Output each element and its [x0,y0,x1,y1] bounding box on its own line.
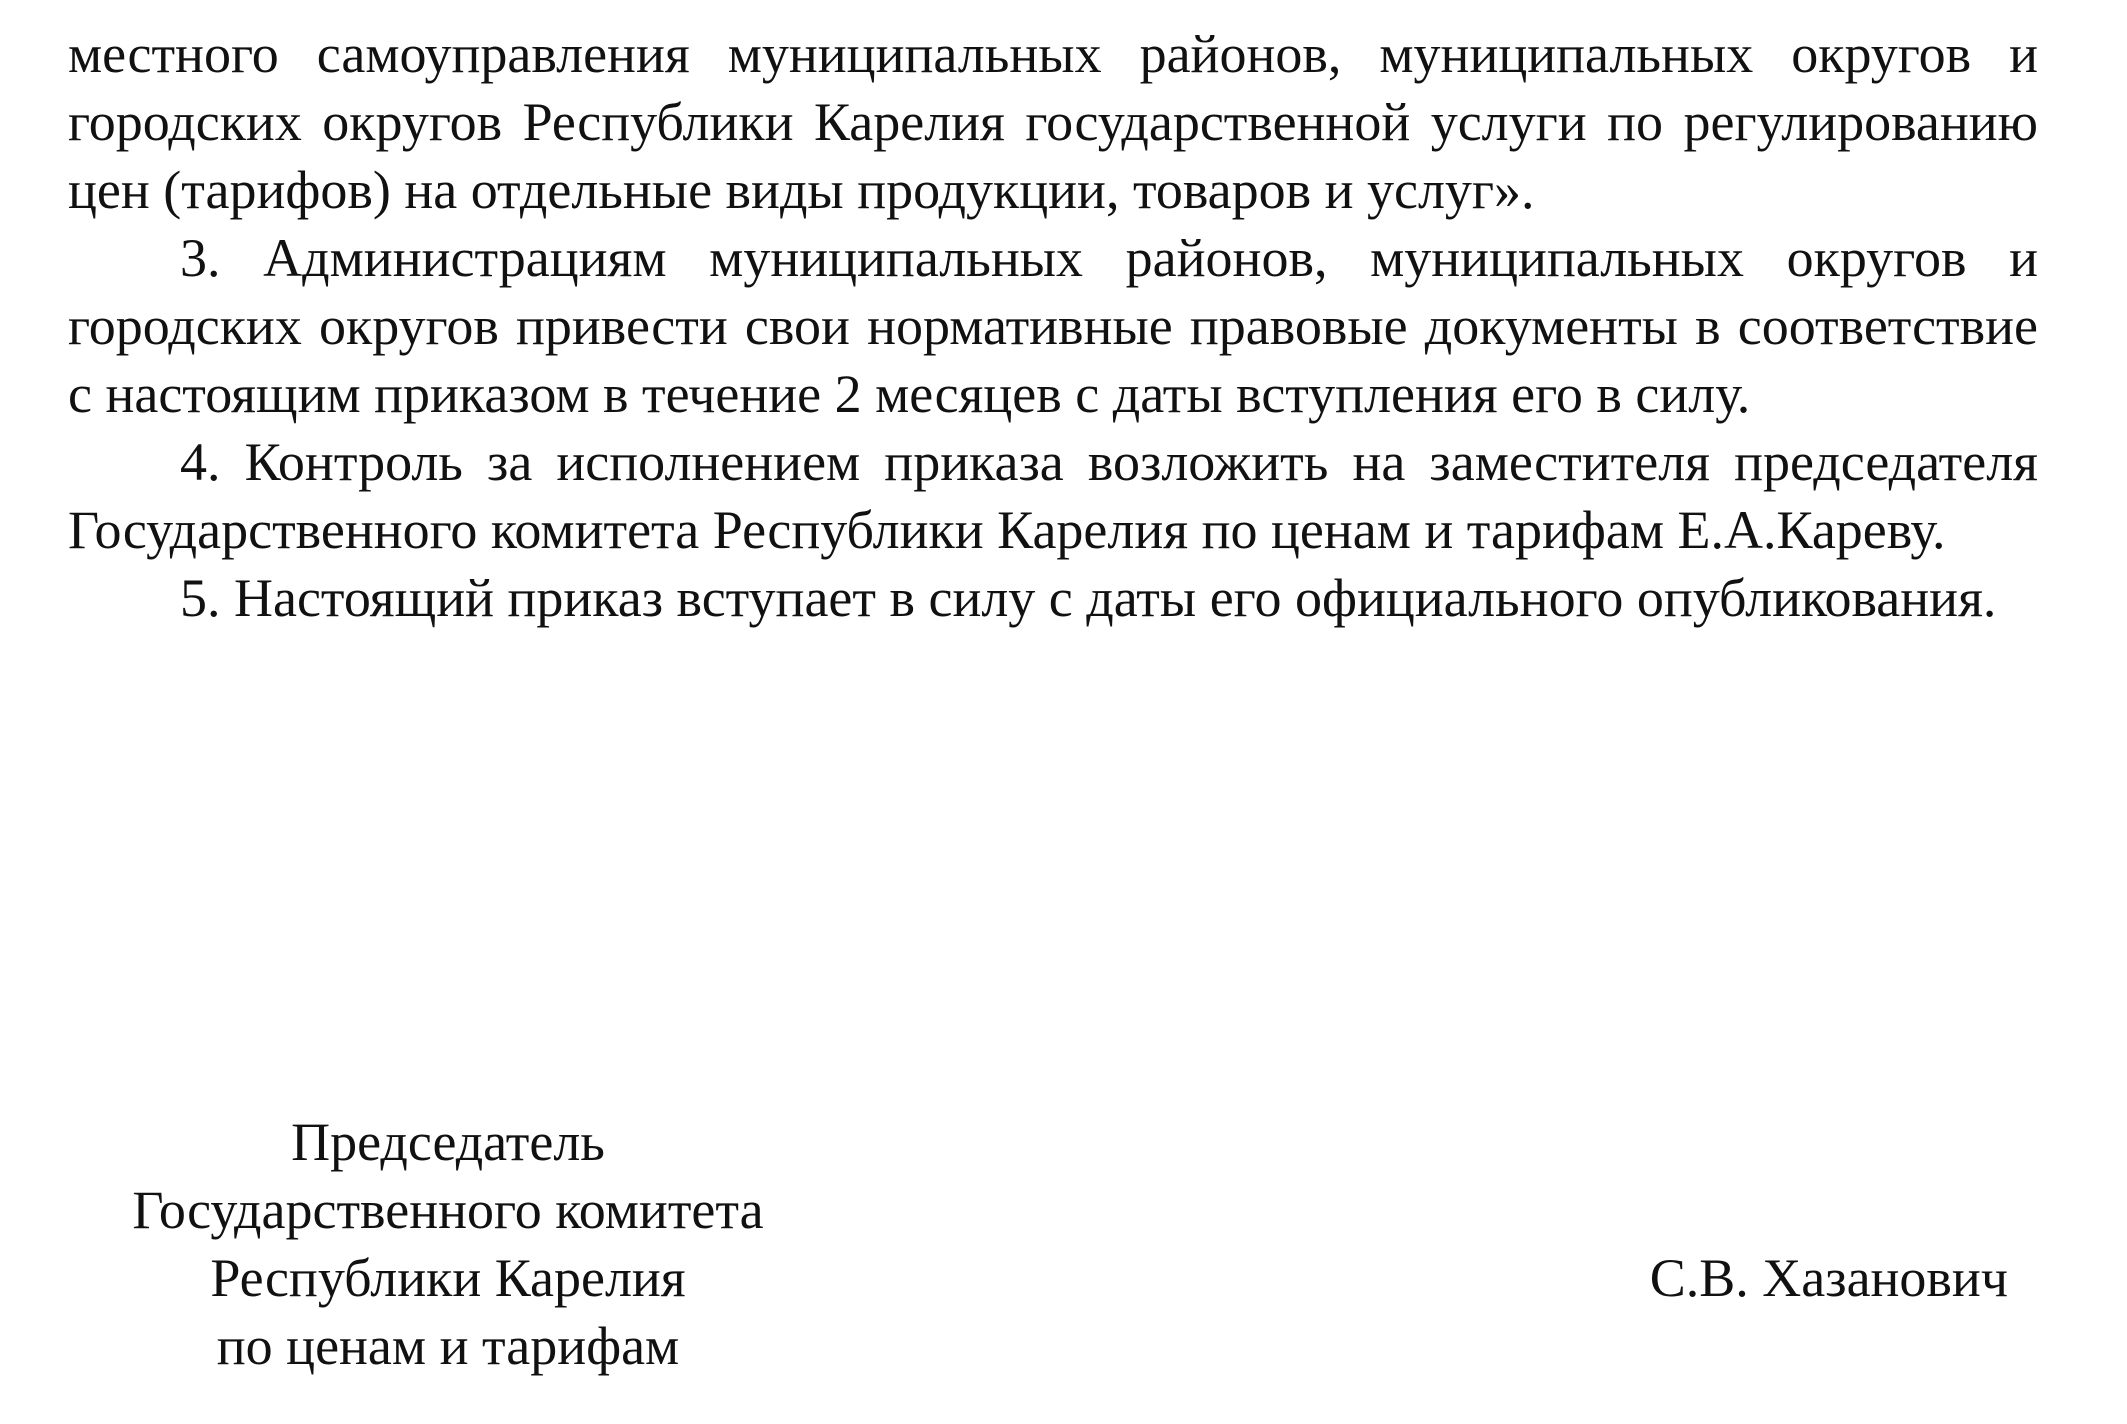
signatory-position-line-1: Председатель [291,1112,605,1172]
paragraph-3: 3. Администрациям муниципальных районов, муниципальных округов и городских округов привести свои нормативные правовые документы в соответствие с настоящим приказом в течение 2 месяцев с даты вступления его в силу. [68,228,2038,424]
signatory-position [68,1108,828,1380]
signature-block [68,1108,2038,1388]
signatory-position-line-2: Государственного комитета [132,1180,764,1240]
paragraph-4: 4. Контроль за исполнением приказа возложить на заместителя председателя Государственного комитета Республики Карелия по ценам и тарифам Е.А.Кареву. [68,432,2038,560]
document-body [68,20,2038,632]
signatory-position-line-3: Республики Карелия [210,1248,686,1308]
signatory-position-line-4: по ценам и тарифам [216,1316,680,1376]
signatory-name: С.В. Хазанович [1649,1248,2008,1308]
paragraph-2-continuation: местного самоуправления муниципальных районов, муниципальных округов и городских округов Республики Карелия государственной услуги по регулированию цен (тарифов) на отдельные виды продукции, товаров и услуг». [68,24,2038,220]
paragraph-5: 5. Настоящий приказ вступает в силу с даты его официального опубликования. [180,568,1997,628]
